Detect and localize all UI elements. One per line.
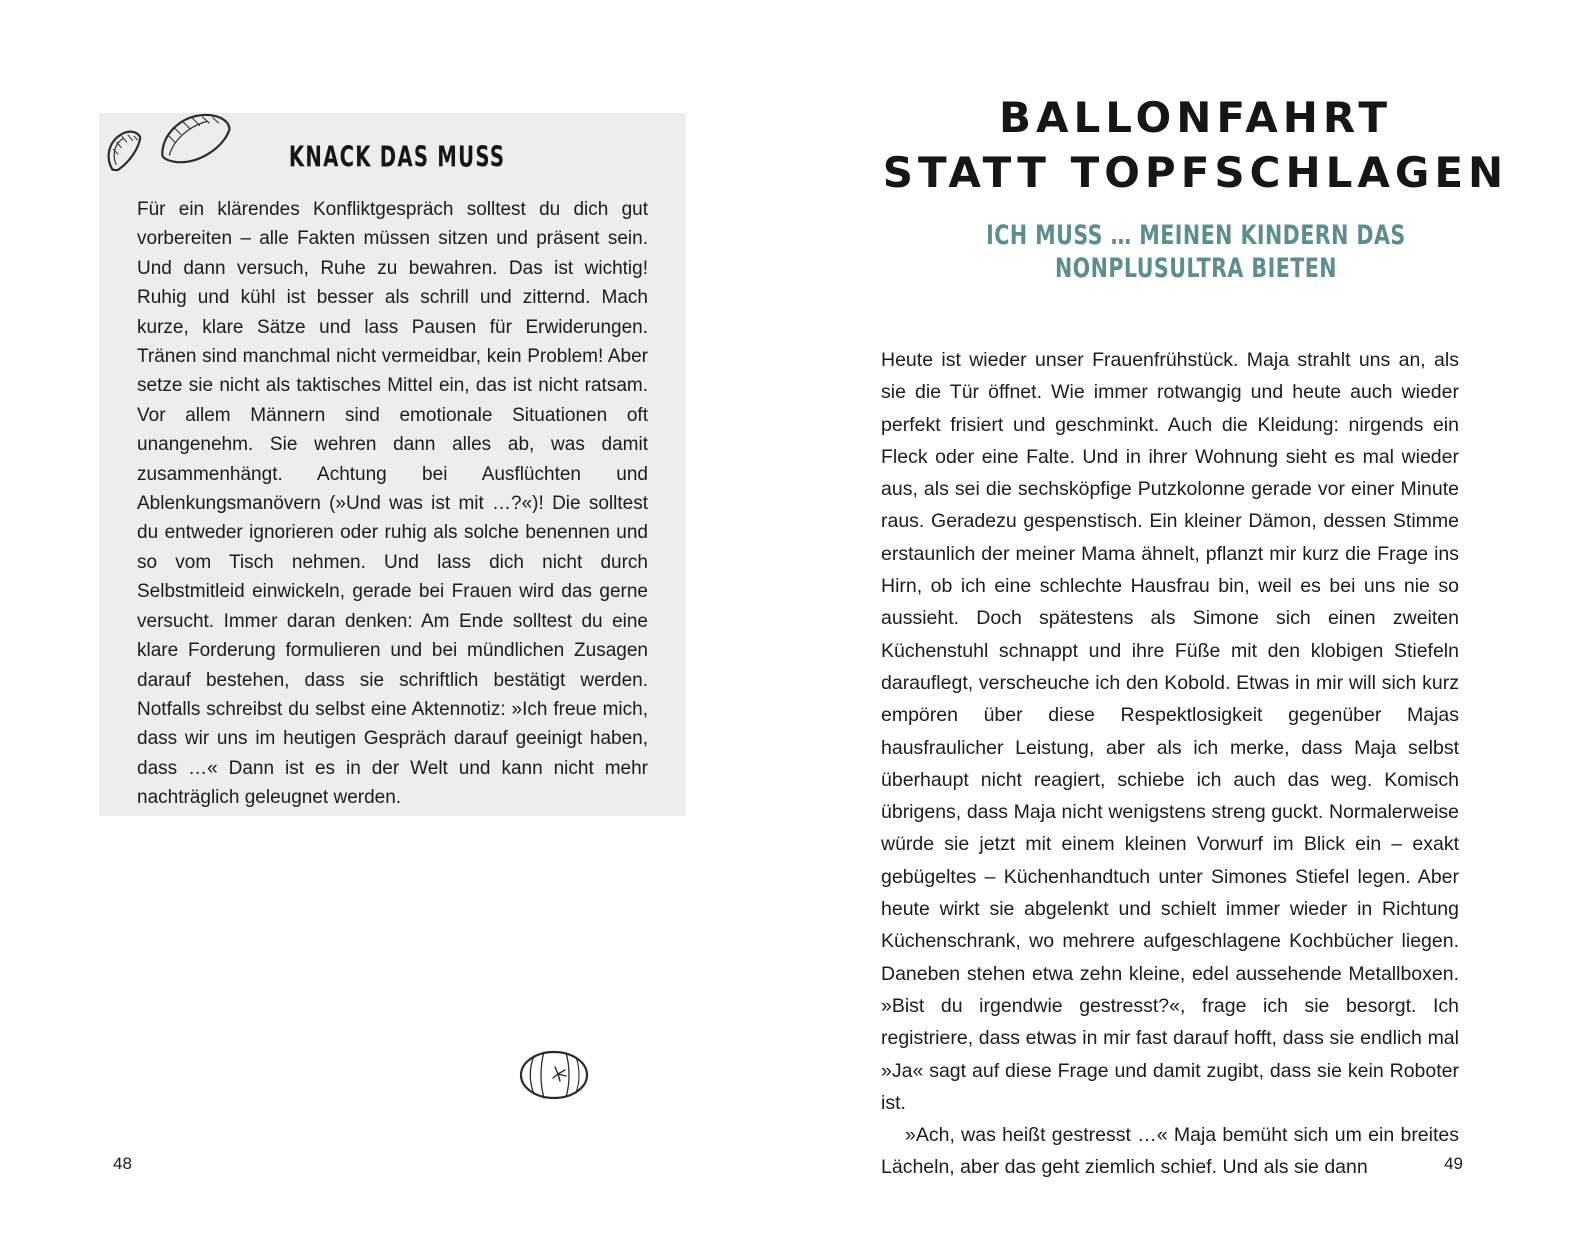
coconut-piece-small-icon [99, 123, 157, 185]
chapter-subtitle [797, 219, 1594, 285]
chapter-subtitle-line1: ICH MUSS … MEINEN KINDERN DAS [985, 219, 1406, 251]
tip-box-title: KNACK DAS MUSS [288, 140, 506, 174]
tip-box [99, 113, 686, 816]
chapter-subtitle-line2: NONPLUSULTRA BIETEN [1054, 252, 1337, 284]
chapter-title [797, 90, 1594, 200]
page-number-right: 49 [1444, 1154, 1463, 1173]
chapter-title-line1: BALLONFAHRT [998, 93, 1393, 142]
chapter-body [881, 344, 1459, 1184]
coconut-piece-large-icon [152, 105, 242, 181]
chapter-title-line2: STATT TOPFSCHLAGEN [882, 148, 1509, 197]
tip-box-body-text: Für ein klärendes Konfliktgespräch solltest du dich gut vorbereiten – alle Fakten müssen sitzen und präsent sein. Und dann versuch, Ruhe zu bewahren. Das ist wichtig! Ruhig und kühl ist besser als schrill und zitternd. Mach kurze, klare Sätze und lass Pausen für Erwiderungen. Tränen sind manchmal nicht vermeidbar, kein Problem! Aber setze sie nicht als taktisches Mittel ein, das ist nicht ratsam. Vor allem Männern sind emotionale Situationen oft unangenehm. Sie wehren dann alles ab, was damit zusammenhängt. Achtung bei Ausflüchten und Ablenkungsmanövern (»Und was ist mit …?«)! Die solltest du entweder ignorieren oder ruhig als solche benennen und so vom Tisch nehmen. Und lass dich nicht durch Selbstmitleid einwickeln, gerade bei Frauen wird das gerne versucht. Immer daran denken: Am Ende solltest du eine klare Forderung formulieren und bei mündlichen Zusagen darauf bestehen, dass sie schriftlich bestätigt werden. Notfalls schreibst du selbst eine Aktennotiz: »Ich freue mich, dass wir uns im heutigen Gespräch darauf geeinigt haben, dass …« Dann ist es in der Welt und kann nicht mehr nachträglich geleugnet werden. [137, 199, 648, 809]
nut-icon [514, 1044, 594, 1111]
page-number-left: 48 [113, 1154, 132, 1173]
chapter-paragraph: Heute ist wieder unser Frauenfrühstück. Maja strahlt uns an, als sie die Tür öffnet. Wie immer rotwangig und heute auch wieder perfekt frisiert und geschminkt. Auch die Kleidung: nirgends ein Fleck oder eine Falte. Und in ihrer Wohnung sieht es mal wieder aus, als sei die sechsköpfige Putzkolonne gerade vor einer Minute raus. Geradezu gespenstisch. Ein kleiner Dämon, dessen Stimme erstaunlich der meiner Mama ähnelt, pflanzt mir kurz die Frage ins Hirn, ob ich eine schlechte Hausfrau bin, weil es bei uns nie so aussieht. Doch spätestens als Simone sich einen zweiten Küchenstuhl schnappt und ihre Füße mit den klobigen Stiefeln darauflegt, verscheuche ich den Kobold. Etwas in mir will sich kurz empören über diese Respektlosigkeit gegenüber Majas hausfraulicher Leistung, aber als ich merke, dass Maja selbst überhaupt nicht reagiert, schiebe ich auch das weg. Komisch übrigens, dass Maja nicht wenigstens streng guckt. Normalerweise würde sie jetzt mit einem kleinen Vorwurf im Blick ein – exakt gebügeltes – Küchenhandtuch unter Simones Stiefel legen. Aber heute wirkt sie abgelenkt und schielt immer wieder in Richtung Küchenschrank, wo mehrere aufgeschlagene Kochbücher liegen. Daneben stehen etwa zehn kleine, edel aussehende Metallboxen. »Bist du irgendwie gestresst?«, frage ich sie besorgt. Ich registriere, dass etwas in mir fast darauf hofft, dass sie endlich mal »Ja« sagt auf diese Frage und damit zugibt, dass sie kein Roboter ist. [881, 349, 1459, 1114]
chapter-paragraph: »Ach, was heißt gestresst …« Maja bemüht sich um ein breites Lächeln, aber das geht ziemlich schief. Und als sie dann [881, 1124, 1459, 1179]
